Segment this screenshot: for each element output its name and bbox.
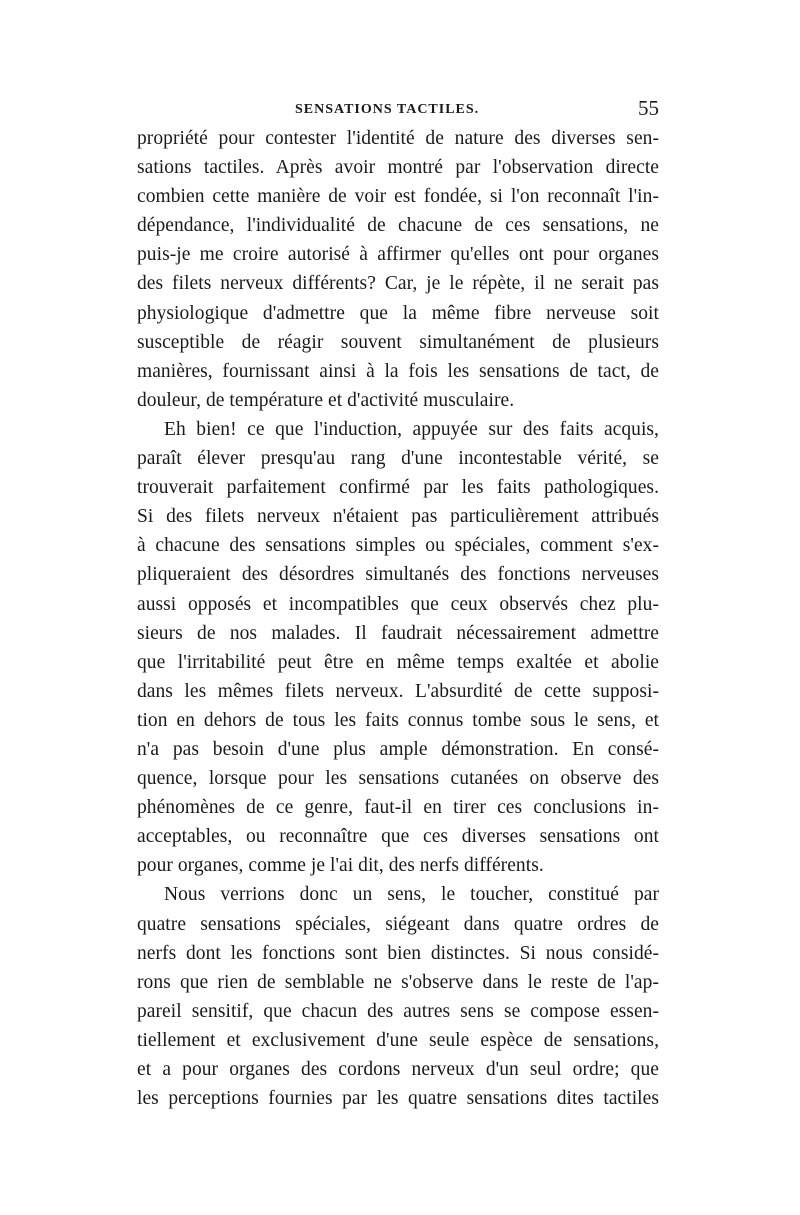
text-line: Nous verrions donc un sens, le toucher, constitué par: [164, 884, 659, 906]
page-number: 55: [638, 96, 659, 120]
text-line: sieurs de nos malades. Il faudrait nécessairement admettre: [137, 622, 659, 644]
paragraph-1: [137, 124, 659, 415]
text-line: physiologique d'admettre que la même fibre nerveuse soit: [137, 302, 659, 324]
text-line: aussi opposés et incompatibles que ceux observés chez plu-: [137, 593, 659, 615]
text-line: tion en dehors de tous les faits connus tombe sous le sens, et: [137, 709, 659, 731]
text-line: nerfs dont les fonctions sont bien distinctes. Si nous considé-: [137, 942, 659, 964]
text-line: combien cette manière de voir est fondée, si l'on reconnaît l'in-: [137, 186, 659, 208]
text-line: que l'irritabilité peut être en même temps exaltée et abolie: [137, 651, 659, 673]
running-header: [137, 96, 659, 124]
text-line: phénomènes de ce genre, faut-il en tirer ces conclusions in-: [137, 797, 659, 819]
text-line: quatre sensations spéciales, siégeant dans quatre ordres de: [137, 913, 659, 935]
text-line: pour organes, comme je l'ai dit, des nerfs différents.: [137, 855, 544, 877]
body-text: [137, 124, 659, 1113]
text-line: les perceptions fournies par les quatre sensations dites tactiles: [137, 1088, 659, 1110]
text-line: acceptables, ou reconnaître que ces diverses sensations ont: [137, 826, 659, 848]
text-line: paraît élever presqu'au rang d'une incontestable vérité, se: [137, 448, 659, 470]
text-line: puis-je me croire autorisé à affirmer qu'elles ont pour organes: [137, 244, 659, 266]
text-line: à chacune des sensations simples ou spéciales, comment s'ex-: [137, 535, 659, 557]
text-line: susceptible de réagir souvent simultanément de plusieurs: [137, 331, 659, 353]
paragraph-3: [137, 880, 659, 1113]
text-line: Eh bien! ce que l'induction, appuyée sur des faits acquis,: [164, 418, 659, 440]
text-line: trouverait parfaitement confirmé par les faits pathologiques.: [137, 477, 659, 499]
text-line: dépendance, l'individualité de chacune de ces sensations, ne: [137, 215, 659, 237]
book-page: [137, 96, 659, 1113]
text-line: n'a pas besoin d'une plus ample démonstration. En consé-: [137, 738, 659, 760]
running-title: SENSATIONS TACTILES.: [295, 102, 480, 117]
text-line: quence, lorsque pour les sensations cutanées on observe des: [137, 768, 659, 790]
text-line: Si des filets nerveux n'étaient pas particulièrement attribués: [137, 506, 659, 528]
text-line: manières, fournissant ainsi à la fois les sensations de tact, de: [137, 360, 659, 382]
paragraph-2: [137, 415, 659, 881]
text-line: rons que rien de semblable ne s'observe dans le reste de l'ap-: [137, 971, 659, 993]
text-line: pliqueraient des désordres simultanés des fonctions nerveuses: [137, 564, 659, 586]
text-line: propriété pour contester l'identité de nature des diverses sen-: [137, 128, 659, 149]
text-line: pareil sensitif, que chacun des autres sens se compose essen-: [137, 1000, 659, 1022]
text-line: et a pour organes des cordons nerveux d'un seul ordre; que: [137, 1059, 659, 1080]
text-line: tiellement et exclusivement d'une seule espèce de sensations,: [137, 1029, 659, 1051]
text-line: sations tactiles. Après avoir montré par l'observation directe: [137, 157, 659, 179]
text-line: des filets nerveux différents? Car, je le répète, il ne serait pas: [137, 273, 659, 295]
text-line: douleur, de température et d'activité musculaire.: [137, 389, 515, 411]
text-line: dans les mêmes filets nerveux. L'absurdité de cette supposi-: [137, 680, 659, 702]
